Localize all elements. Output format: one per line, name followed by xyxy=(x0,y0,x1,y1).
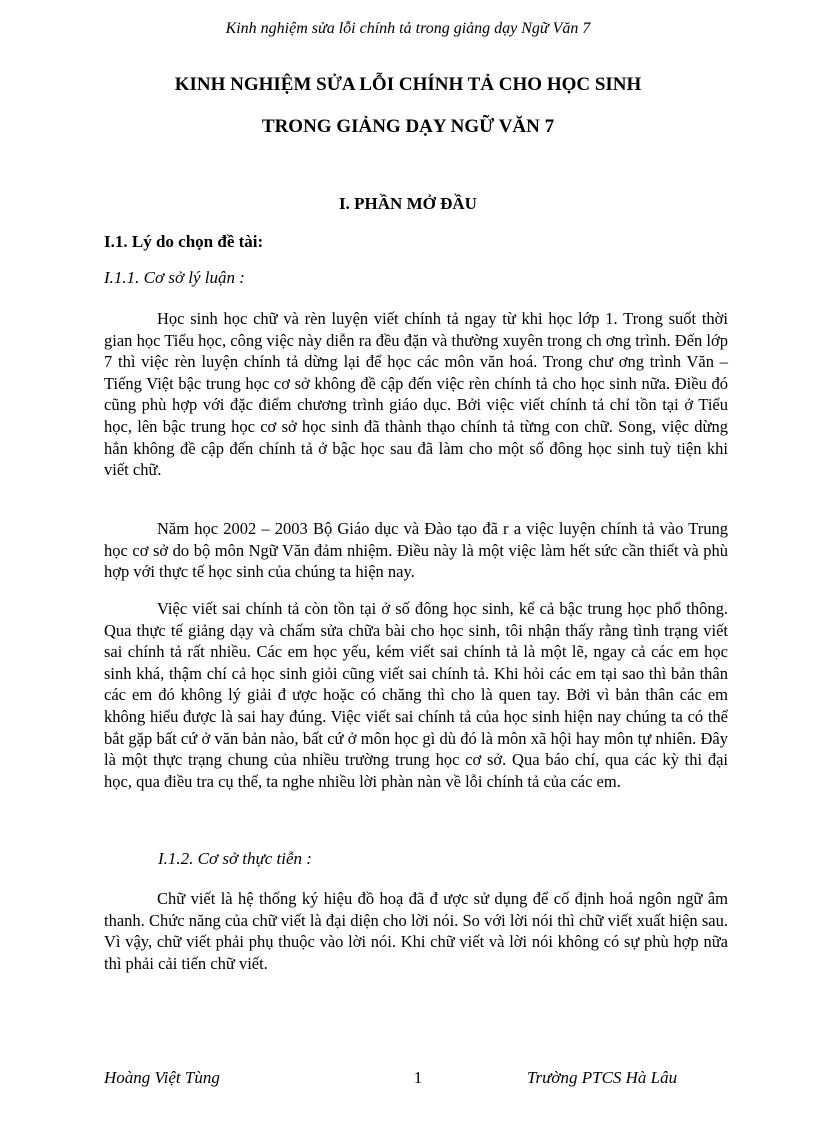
footer-school: Trường PTCS Hà Lâu xyxy=(527,1068,678,1087)
document-title-line-1: KINH NGHIỆM SỬA LỖI CHÍNH TẢ CHO HỌC SINH xyxy=(174,74,642,95)
paragraph: Học sinh học chữ và rèn luyện viết chính tả ngay từ khi học lớp 1. Trong suốt thời gian học Tiểu học, công việc này diễn ra đều đặn và thường xuyên trong ch ơng trình. Đến lớp 7 thì việc rèn luyện chính tả dừng lại để học các môn văn hoá. Trong chư ơng trình Văn – Tiếng Việt bậc trung học cơ sở không đề cập đến việc rèn chính tả cho học sinh nữa. Điều đó cũng phù hợp với đặc điểm chương trình giáo dục. Bởi việc viết chính tả chỉ tồn tại ở Tiểu học, lên bậc trung học cơ sở học sinh đã thành thạo chính tả từng con chữ. Song, việc dừng hẳn không đề cập đến chính tả ở bậc học sau đã làm cho một số đông học sinh tuỳ tiện khi viết chữ. xyxy=(104,309,728,480)
subsection-heading: I.1. Lý do chọn đề tài: xyxy=(104,232,264,251)
footer-author: Hoàng Việt Tùng xyxy=(104,1068,220,1087)
paragraph: Năm học 2002 – 2003 Bộ Giáo dục và Đào tạo đã r a việc luyện chính tả vào Trung học cơ sở do bộ môn Ngữ Văn đảm nhiệm. Điều này là một việc làm hết sức cần thiết và phù hợp với thực tế học sinh của chúng ta hiện nay. xyxy=(104,519,728,582)
document-title-line-2: TRONG GIẢNG DẠY NGỮ VĂN 7 xyxy=(261,116,555,137)
sub-heading-theory: I.1.1. Cơ sở lý luận : xyxy=(104,268,245,287)
running-header: Kinh nghiệm sửa lỗi chính tả trong giảng dạy Ngữ Văn 7 xyxy=(225,20,591,37)
section-heading: I. PHẦN MỞ ĐẦU xyxy=(339,194,477,213)
sub-heading-practice: I.1.2. Cơ sở thực tiễn : xyxy=(158,849,312,868)
footer-page-number: 1 xyxy=(413,1068,423,1087)
paragraph: Việc viết sai chính tả còn tồn tại ở số đông học sinh, kể cả bậc trung học phổ thông. Qua thực tế giảng dạy và chấm sửa chữa bài cho học sinh, tôi nhận thấy rằng tình trạng viết sai chính tả rất nhiều. Các em học yếu, kém viết sai chính tả là một lẽ, ngay cả các em học sinh khá, thậm chí cả học sinh giỏi cũng viết sai chính tả. Khi hỏi các em tại sao thì bản thân các em đó không lý giải đ ược hoặc có chăng thì cho là quen tay. Bởi vì bản thân các em không hiểu được là sai hay đúng. Việc viết sai chính tả của học sinh hiện nay chúng ta có thể bắt gặp bất cứ ở văn bản nào, bất cứ ở môn học gì dù đó là môn xã hội hay môn tự nhiên. Đây là một thực trạng chung của nhiều trường trung học cơ sở. Qua báo chí, qua các kỳ thi đại học, qua điều tra cụ thể, ta nghe nhiều lời phàn nàn về lỗi chính tả của các em. xyxy=(104,599,728,791)
paragraph: Chữ viết là hệ thống ký hiệu đồ hoạ đã đ ược sử dụng để cố định hoá ngôn ngữ âm thanh. Chức năng của chữ viết là đại diện cho lời nói. So với lời nói thì chữ viết xuất hiện sau. Vì vậy, chữ viết phải phụ thuộc vào lời nói. Khi chữ viết và lời nói không có sự phù hợp nữa thì phải cải tiến chữ viết. xyxy=(104,889,728,973)
